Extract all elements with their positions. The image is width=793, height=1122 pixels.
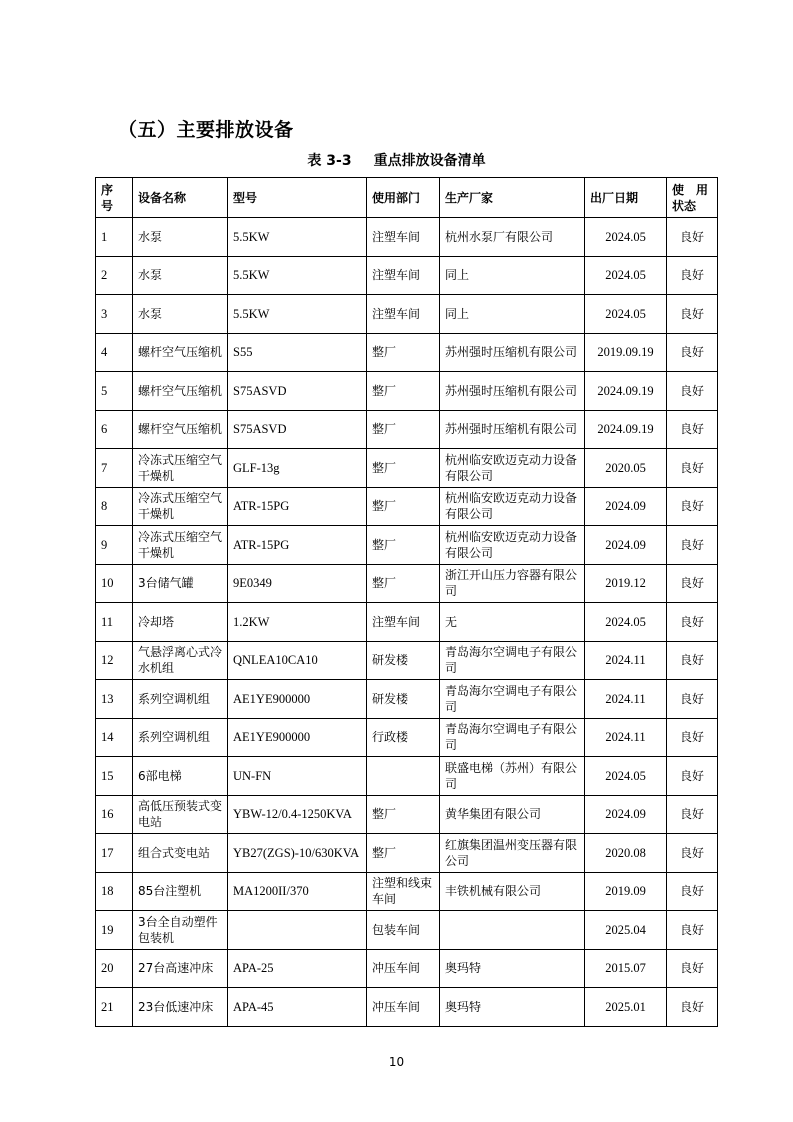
cell-manufacturer: 丰铁机械有限公司 <box>440 872 585 911</box>
table-caption-number: 表 3-3 <box>307 153 352 169</box>
cell-name: 冷冻式压缩空气干燥机 <box>133 487 228 526</box>
cell-no: 17 <box>96 834 133 873</box>
col-header-department: 使用部门 <box>367 178 440 218</box>
cell-name: 3台储气罐 <box>133 564 228 603</box>
cell-status: 良好 <box>667 949 718 988</box>
cell-department: 行政楼 <box>367 718 440 757</box>
cell-no: 5 <box>96 372 133 411</box>
cell-date: 2020.08 <box>585 834 667 873</box>
cell-name: 系列空调机组 <box>133 718 228 757</box>
cell-status: 良好 <box>667 410 718 449</box>
cell-name: 组合式变电站 <box>133 834 228 873</box>
cell-manufacturer: 杭州临安欧迈克动力设备有限公司 <box>440 449 585 488</box>
cell-manufacturer: 青岛海尔空调电子有限公司 <box>440 641 585 680</box>
cell-manufacturer: 黄华集团有限公司 <box>440 795 585 834</box>
cell-department: 注塑车间 <box>367 256 440 295</box>
cell-department: 注塑车间 <box>367 218 440 257</box>
cell-status: 良好 <box>667 795 718 834</box>
cell-status: 良好 <box>667 680 718 719</box>
cell-department: 整厂 <box>367 487 440 526</box>
cell-status: 良好 <box>667 603 718 642</box>
cell-model: 1.2KW <box>228 603 367 642</box>
cell-date: 2024.09.19 <box>585 410 667 449</box>
cell-department: 整厂 <box>367 526 440 565</box>
cell-no: 3 <box>96 295 133 334</box>
table-row <box>96 641 718 680</box>
table-caption <box>0 150 793 170</box>
cell-no: 11 <box>96 603 133 642</box>
cell-department: 冲压车间 <box>367 949 440 988</box>
cell-name: 螺杆空气压缩机 <box>133 333 228 372</box>
cell-date: 2024.11 <box>585 718 667 757</box>
cell-manufacturer: 奥玛特 <box>440 949 585 988</box>
cell-no: 12 <box>96 641 133 680</box>
cell-status: 良好 <box>667 372 718 411</box>
cell-name: 系列空调机组 <box>133 680 228 719</box>
col-header-status: 使 用 状态 <box>667 178 718 218</box>
cell-name: 23台低速冲床 <box>133 988 228 1027</box>
cell-date: 2024.11 <box>585 680 667 719</box>
cell-status: 良好 <box>667 295 718 334</box>
cell-model: 5.5KW <box>228 256 367 295</box>
col-header-date: 出厂日期 <box>585 178 667 218</box>
cell-date: 2024.11 <box>585 641 667 680</box>
cell-department: 整厂 <box>367 372 440 411</box>
cell-no: 18 <box>96 872 133 911</box>
cell-no: 9 <box>96 526 133 565</box>
cell-no: 20 <box>96 949 133 988</box>
cell-no: 16 <box>96 795 133 834</box>
cell-model: ATR-15PG <box>228 526 367 565</box>
cell-manufacturer: 杭州临安欧迈克动力设备有限公司 <box>440 487 585 526</box>
cell-status: 良好 <box>667 218 718 257</box>
cell-date: 2019.12 <box>585 564 667 603</box>
cell-no: 7 <box>96 449 133 488</box>
table-row <box>96 795 718 834</box>
col-header-name: 设备名称 <box>133 178 228 218</box>
cell-name: 螺杆空气压缩机 <box>133 410 228 449</box>
cell-no: 21 <box>96 988 133 1027</box>
cell-date: 2024.09.19 <box>585 372 667 411</box>
cell-department: 研发楼 <box>367 641 440 680</box>
cell-manufacturer: 青岛海尔空调电子有限公司 <box>440 718 585 757</box>
table-row <box>96 372 718 411</box>
cell-department <box>367 757 440 796</box>
cell-no: 10 <box>96 564 133 603</box>
cell-manufacturer: 浙江开山压力容器有限公司 <box>440 564 585 603</box>
cell-manufacturer: 苏州强时压缩机有限公司 <box>440 333 585 372</box>
cell-department: 整厂 <box>367 564 440 603</box>
cell-no: 19 <box>96 911 133 950</box>
cell-department: 注塑车间 <box>367 603 440 642</box>
cell-no: 14 <box>96 718 133 757</box>
cell-model: 5.5KW <box>228 218 367 257</box>
cell-manufacturer: 杭州水泵厂有限公司 <box>440 218 585 257</box>
cell-date: 2024.09 <box>585 487 667 526</box>
cell-model: ATR-15PG <box>228 487 367 526</box>
cell-status: 良好 <box>667 872 718 911</box>
cell-name: 水泵 <box>133 256 228 295</box>
cell-model: GLF-13g <box>228 449 367 488</box>
cell-date: 2019.09 <box>585 872 667 911</box>
cell-department: 整厂 <box>367 834 440 873</box>
cell-manufacturer: 奥玛特 <box>440 988 585 1027</box>
cell-date: 2024.09 <box>585 795 667 834</box>
cell-status: 良好 <box>667 564 718 603</box>
col-header-model: 型号 <box>228 178 367 218</box>
table-row <box>96 449 718 488</box>
cell-date: 2025.04 <box>585 911 667 950</box>
cell-status: 良好 <box>667 526 718 565</box>
cell-name: 冷冻式压缩空气干燥机 <box>133 449 228 488</box>
cell-status: 良好 <box>667 757 718 796</box>
table-row <box>96 680 718 719</box>
cell-model: AE1YE900000 <box>228 718 367 757</box>
cell-status: 良好 <box>667 333 718 372</box>
cell-date: 2020.05 <box>585 449 667 488</box>
cell-model: AE1YE900000 <box>228 680 367 719</box>
cell-department: 包装车间 <box>367 911 440 950</box>
cell-department: 整厂 <box>367 410 440 449</box>
cell-no: 15 <box>96 757 133 796</box>
cell-manufacturer: 同上 <box>440 295 585 334</box>
cell-manufacturer: 同上 <box>440 256 585 295</box>
cell-name: 水泵 <box>133 218 228 257</box>
table-row <box>96 872 718 911</box>
cell-manufacturer: 苏州强时压缩机有限公司 <box>440 410 585 449</box>
table-row <box>96 564 718 603</box>
cell-date: 2024.05 <box>585 603 667 642</box>
cell-model: 5.5KW <box>228 295 367 334</box>
cell-manufacturer: 杭州临安欧迈克动力设备有限公司 <box>440 526 585 565</box>
cell-name: 高低压预装式变电站 <box>133 795 228 834</box>
table-row <box>96 988 718 1027</box>
table-row <box>96 757 718 796</box>
cell-name: 冷冻式压缩空气干燥机 <box>133 526 228 565</box>
cell-manufacturer: 苏州强时压缩机有限公司 <box>440 372 585 411</box>
cell-status: 良好 <box>667 718 718 757</box>
cell-status: 良好 <box>667 834 718 873</box>
cell-status: 良好 <box>667 256 718 295</box>
cell-department: 整厂 <box>367 795 440 834</box>
cell-no: 4 <box>96 333 133 372</box>
cell-department: 注塑和线束车间 <box>367 872 440 911</box>
cell-model: MA1200II/370 <box>228 872 367 911</box>
cell-department: 冲压车间 <box>367 988 440 1027</box>
cell-manufacturer: 无 <box>440 603 585 642</box>
cell-model: APA-45 <box>228 988 367 1027</box>
cell-model <box>228 911 367 950</box>
cell-name: 27台高速冲床 <box>133 949 228 988</box>
cell-no: 1 <box>96 218 133 257</box>
cell-date: 2024.05 <box>585 757 667 796</box>
cell-status: 良好 <box>667 449 718 488</box>
table-header-row <box>96 178 718 218</box>
table-row <box>96 526 718 565</box>
cell-date: 2024.05 <box>585 218 667 257</box>
cell-department: 注塑车间 <box>367 295 440 334</box>
page-number: 10 <box>388 1055 405 1069</box>
cell-department: 整厂 <box>367 333 440 372</box>
cell-model: S55 <box>228 333 367 372</box>
cell-model: QNLEA10CA10 <box>228 641 367 680</box>
cell-department: 研发楼 <box>367 680 440 719</box>
cell-date: 2024.05 <box>585 295 667 334</box>
cell-date: 2025.01 <box>585 988 667 1027</box>
cell-date: 2024.05 <box>585 256 667 295</box>
cell-department: 整厂 <box>367 449 440 488</box>
cell-name: 水泵 <box>133 295 228 334</box>
cell-manufacturer: 青岛海尔空调电子有限公司 <box>440 680 585 719</box>
cell-date: 2024.09 <box>585 526 667 565</box>
cell-manufacturer: 红旗集团温州变压器有限公司 <box>440 834 585 873</box>
col-header-manufacturer: 生产厂家 <box>440 178 585 218</box>
cell-manufacturer: 联盛电梯（苏州）有限公司 <box>440 757 585 796</box>
cell-no: 2 <box>96 256 133 295</box>
cell-no: 13 <box>96 680 133 719</box>
cell-model: YB27(ZGS)-10/630KVA <box>228 834 367 873</box>
cell-model: S75ASVD <box>228 410 367 449</box>
cell-name: 6部电梯 <box>133 757 228 796</box>
section-heading: （五）主要排放设备 <box>118 119 294 141</box>
equipment-table <box>95 177 718 1027</box>
table-row <box>96 911 718 950</box>
table-row <box>96 718 718 757</box>
col-header-seq: 序 号 <box>96 178 133 218</box>
cell-name: 冷却塔 <box>133 603 228 642</box>
cell-name: 气悬浮离心式冷水机组 <box>133 641 228 680</box>
cell-model: APA-25 <box>228 949 367 988</box>
cell-model: UN-FN <box>228 757 367 796</box>
table-row <box>96 949 718 988</box>
cell-date: 2015.07 <box>585 949 667 988</box>
table-row <box>96 333 718 372</box>
table-row <box>96 410 718 449</box>
cell-model: 9E0349 <box>228 564 367 603</box>
table-row <box>96 295 718 334</box>
table-row <box>96 603 718 642</box>
cell-model: S75ASVD <box>228 372 367 411</box>
cell-status: 良好 <box>667 911 718 950</box>
table-row <box>96 834 718 873</box>
cell-model: YBW-12/0.4-1250KVA <box>228 795 367 834</box>
cell-status: 良好 <box>667 641 718 680</box>
table-caption-title: 重点排放设备清单 <box>373 153 486 169</box>
cell-status: 良好 <box>667 487 718 526</box>
cell-manufacturer <box>440 911 585 950</box>
table-row <box>96 256 718 295</box>
cell-status: 良好 <box>667 988 718 1027</box>
cell-name: 3台全自动塑件包装机 <box>133 911 228 950</box>
cell-date: 2019.09.19 <box>585 333 667 372</box>
cell-no: 6 <box>96 410 133 449</box>
cell-no: 8 <box>96 487 133 526</box>
table-row <box>96 218 718 257</box>
cell-name: 螺杆空气压缩机 <box>133 372 228 411</box>
table-row <box>96 487 718 526</box>
cell-name: 85台注塑机 <box>133 872 228 911</box>
